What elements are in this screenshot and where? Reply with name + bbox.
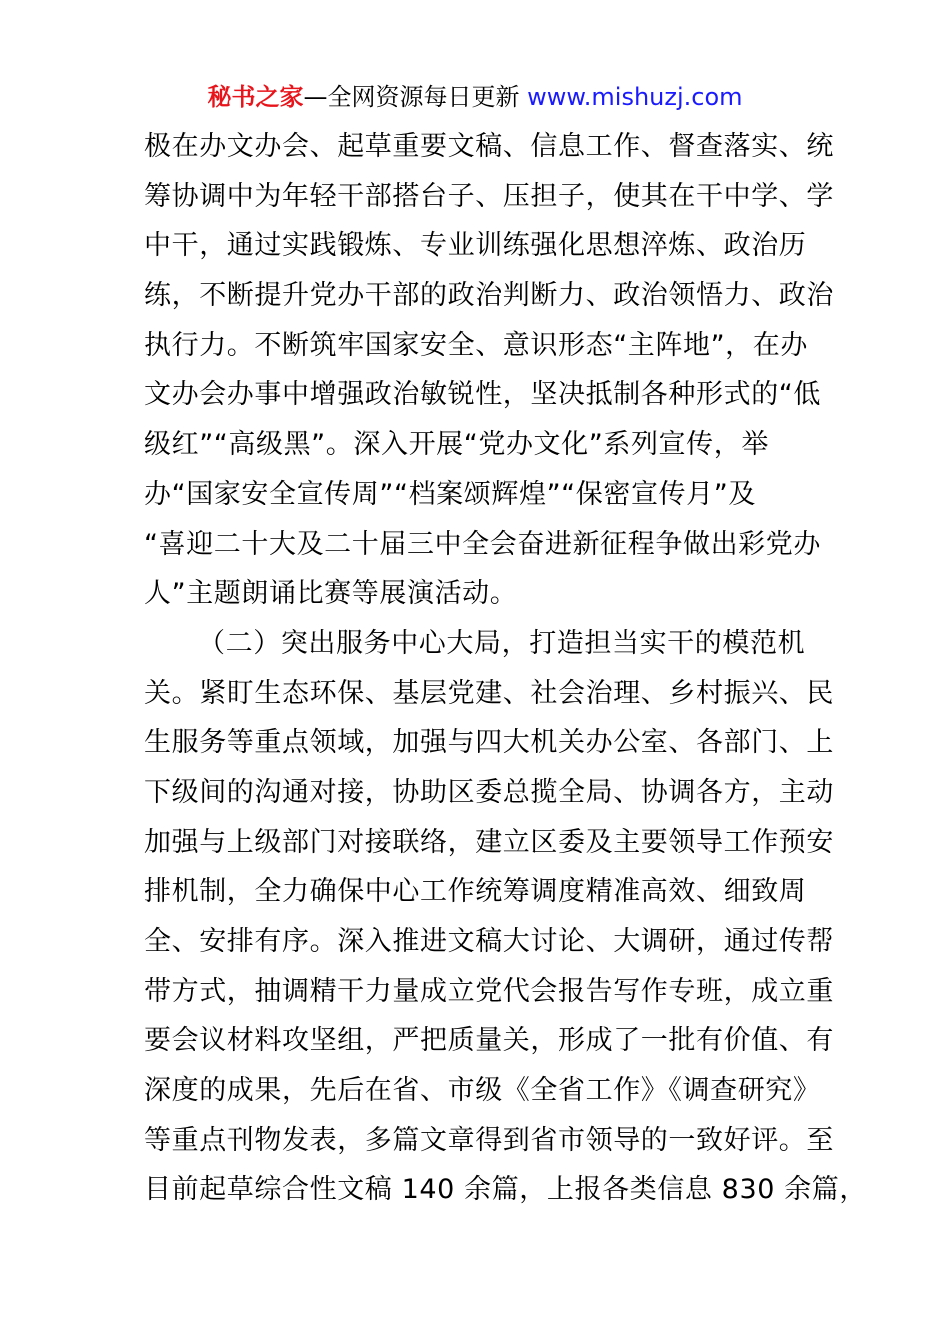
text-line: 文办会办事中增强政治敏锐性，坚决抵制各种形式的“低 <box>144 379 821 411</box>
text-line: 练，不断提升党办干部的政治判断力、政治领悟力、政治 <box>144 280 834 312</box>
brand-name: 秘书之家 <box>207 83 304 111</box>
document-body <box>144 122 867 1215</box>
text-line: 中干，通过实践锻炼、专业训练强化思想淬炼、政治历 <box>144 230 807 262</box>
text-line: 要会议材料攻坚组，严把质量关，形成了一批有价值、有 <box>144 1025 834 1057</box>
text-line: 带方式，抽调精干力量成立党代会报告写作专班，成立重 <box>144 975 834 1007</box>
text-line: 筹协调中为年轻干部搭台子、压担子，使其在干中学、学 <box>144 180 834 212</box>
text-line: 下级间的沟通对接，协助区委总揽全局、协调各方，主动 <box>144 776 834 808</box>
text-line: 加强与上级部门对接联络，建立区委及主要领导工作预安 <box>144 826 834 858</box>
text-line: 排机制，全力确保中心工作统筹调度精准高效、细致周 <box>144 876 807 908</box>
site-url-link[interactable]: www.mishuzj.com <box>527 83 743 111</box>
text-line: 人”主题朗诵比赛等展演活动。 <box>144 578 518 610</box>
text-line: 目前起草综合性文稿 140 余篇，上报各类信息 830 余篇， <box>144 1174 867 1206</box>
text-line: “喜迎二十大及二十届三中全会奋进新征程争做出彩党办 <box>144 528 821 560</box>
text-line: 生服务等重点领域，加强与四大机关办公室、各部门、上 <box>144 727 834 759</box>
text-line: 极在办文办会、起草重要文稿、信息工作、督查落实、统 <box>144 131 834 162</box>
header-tagline: —全网资源每日更新 <box>303 83 528 111</box>
section-heading-line: （二）突出服务中心大局，打造担当实干的模范机 <box>198 627 806 659</box>
text-line: 办“国家安全宣传周”“档案颂辉煌”“保密宣传月”及 <box>144 478 756 510</box>
text-line: 关。紧盯生态环保、基层党建、社会治理、乡村振兴、民 <box>144 677 834 709</box>
text-line: 执行力。不断筑牢国家安全、意识形态“主阵地”，在办 <box>144 329 808 361</box>
text-line: 全、安排有序。深入推进文稿大讨论、大调研，通过传帮 <box>144 926 834 957</box>
text-line: 等重点刊物发表，多篇文章得到省市领导的一致好评。至 <box>144 1124 834 1156</box>
text-line: 级红”“高级黑”。深入开展“党办文化”系列宣传，举 <box>144 429 769 461</box>
site-header <box>0 80 950 114</box>
text-line: 深度的成果，先后在省、市级《全省工作》《调查研究》 <box>144 1075 821 1107</box>
